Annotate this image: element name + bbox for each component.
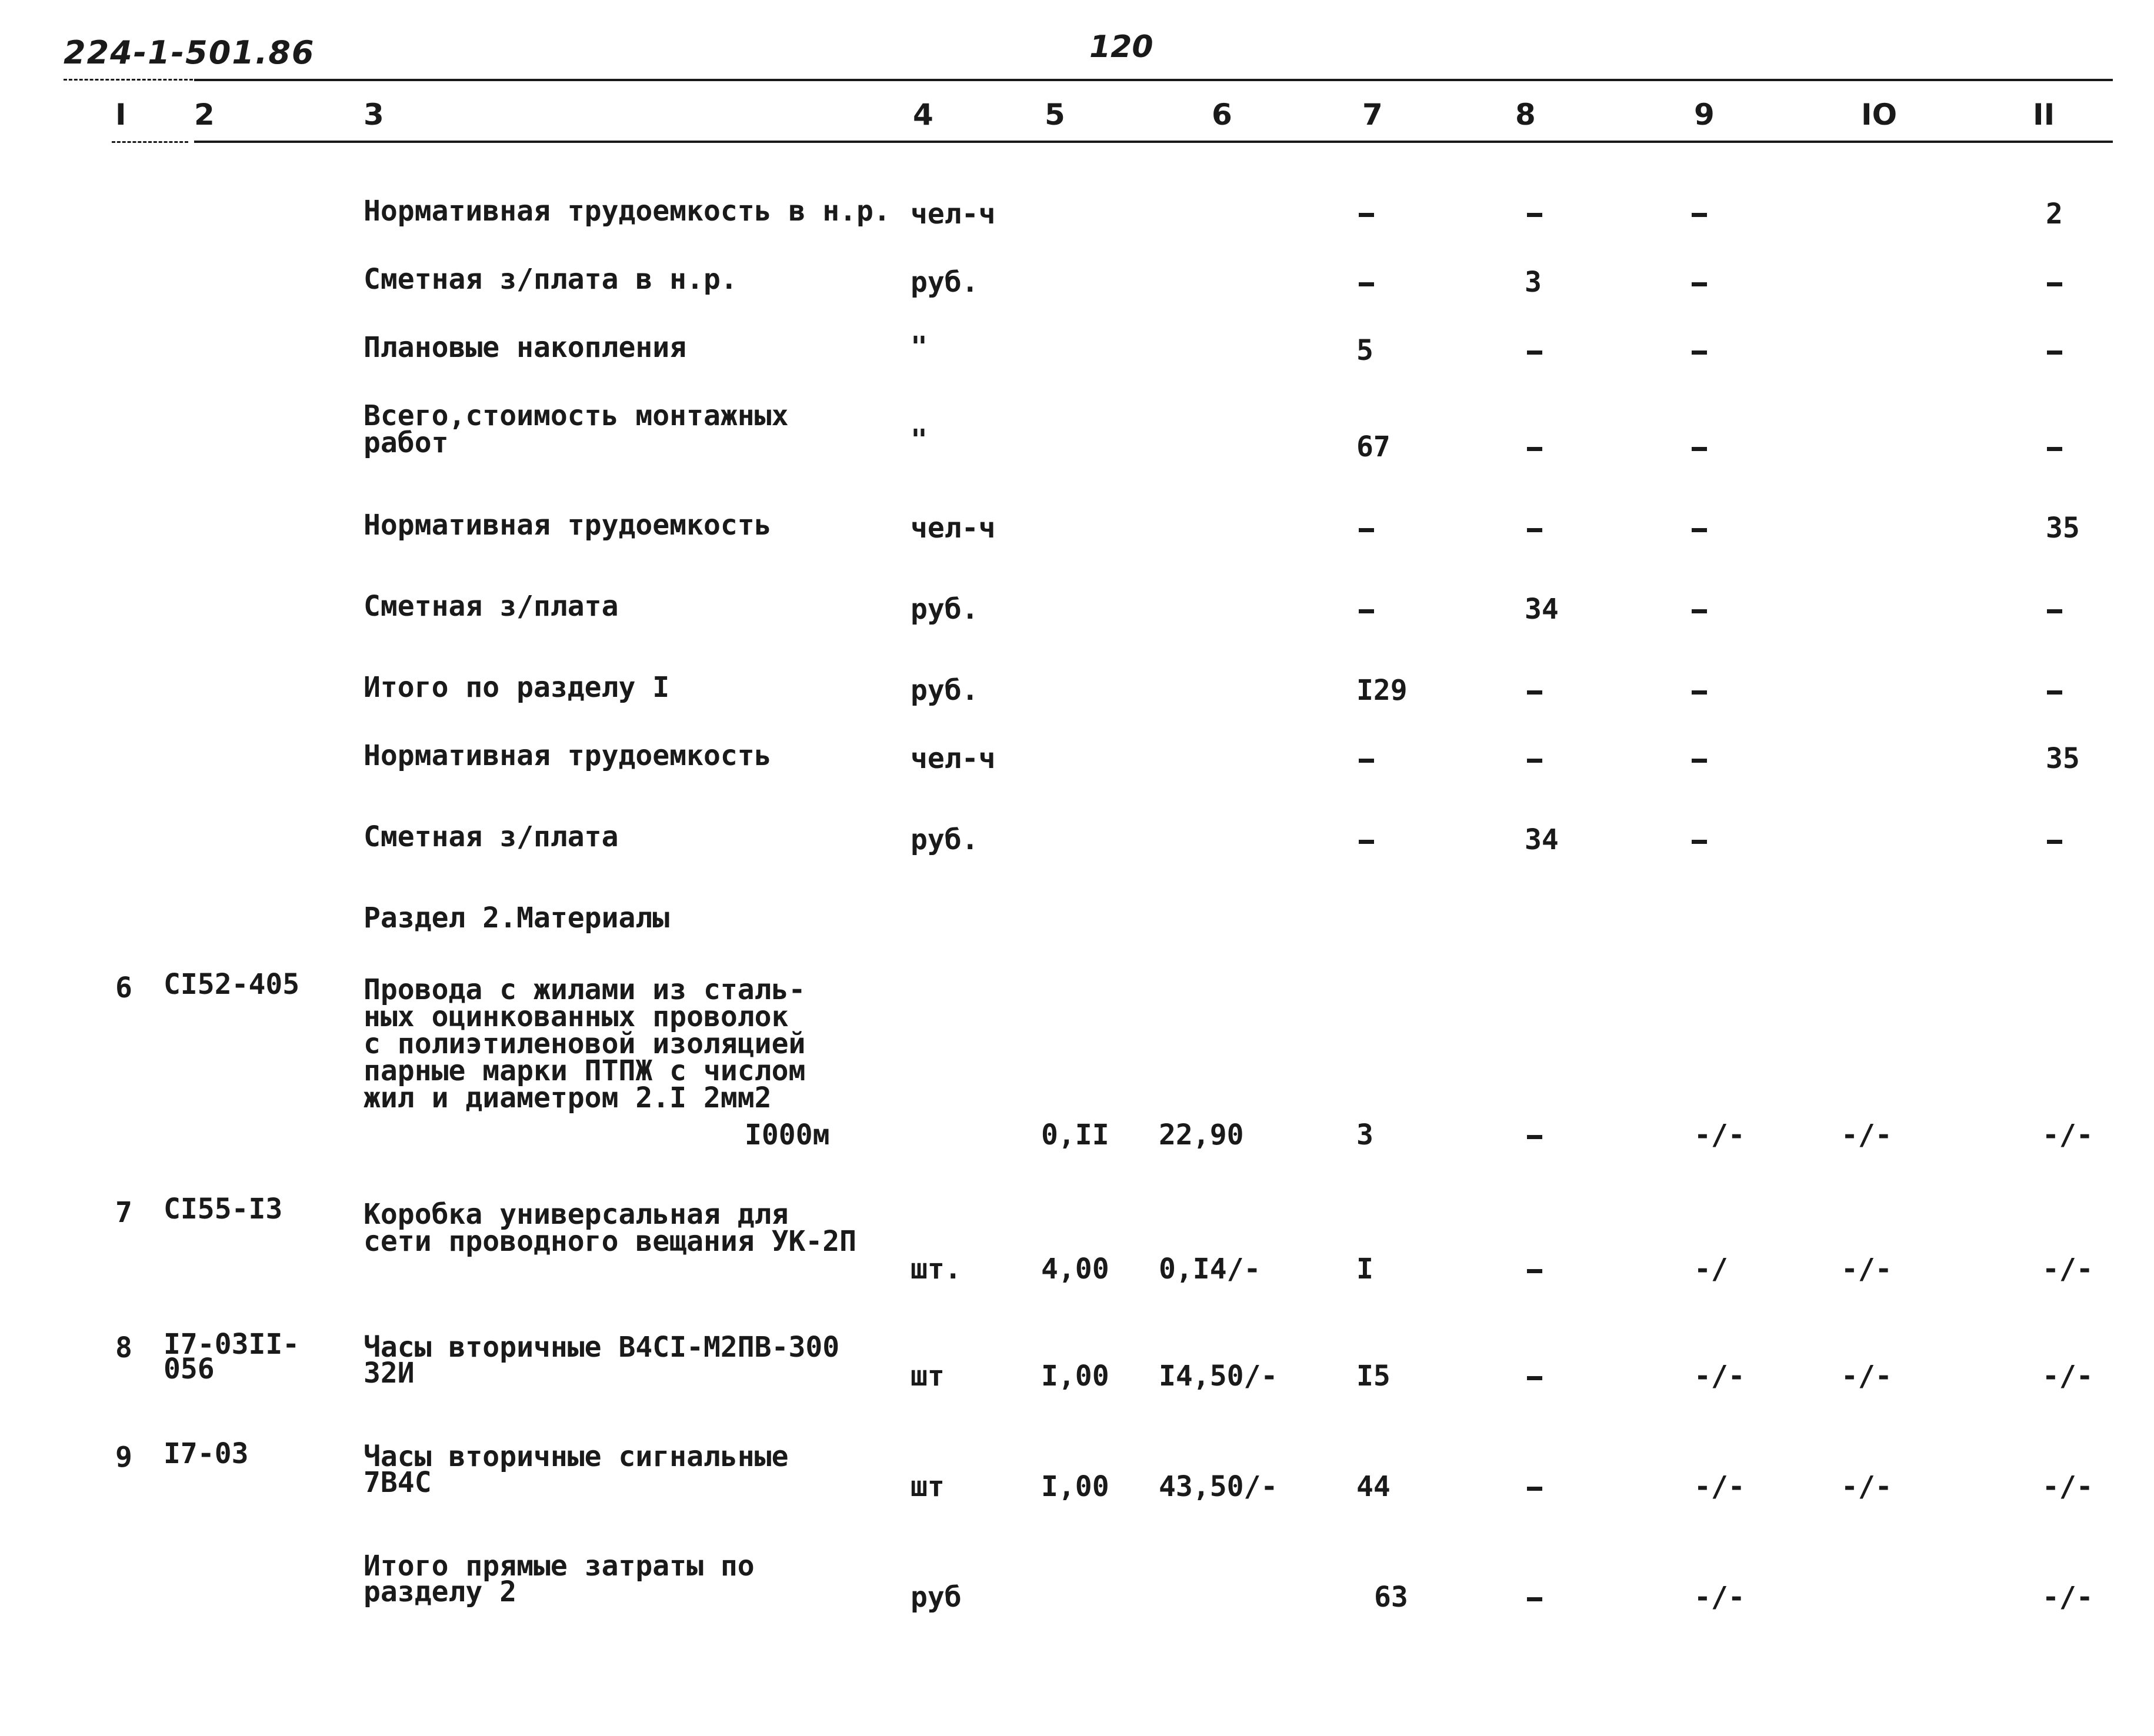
empty-dash: [2047, 350, 2062, 355]
column-header-1: I: [115, 98, 126, 132]
item-unit: шт: [911, 1360, 945, 1393]
empty-dash: [1359, 759, 1374, 763]
empty-dash: [1527, 213, 1542, 217]
row-description: Нормативная трудоемкость в н.р.: [364, 195, 891, 228]
section-title: Раздел 2.Материалы: [364, 902, 670, 934]
empty-dash: [1692, 609, 1707, 613]
item-unit: шт: [911, 1470, 945, 1503]
row-description: Нормативная трудоемкость: [364, 739, 772, 772]
total-description-line: разделу 2: [364, 1575, 517, 1608]
item-cost: 44: [1356, 1470, 1391, 1503]
row-description: Сметная з/плата: [364, 820, 619, 853]
item-description-line: с полиэтиленовой изоляцией: [364, 1027, 806, 1060]
row-labor-value: 2: [2046, 198, 2063, 231]
item-code: I7-03: [164, 1437, 249, 1470]
item-unit-price: 0,I4/-: [1159, 1253, 1261, 1286]
item-code: CI52-405: [164, 968, 300, 1001]
empty-dash: [1527, 528, 1542, 532]
item-col11: -/-: [2042, 1119, 2093, 1151]
row-description: Итого по разделу I: [364, 671, 670, 704]
column-header-7: 7: [1362, 98, 1383, 132]
column-header-6: 6: [1212, 98, 1232, 132]
item-unit: I000м: [745, 1119, 830, 1151]
total-col11: -/-: [2042, 1581, 2093, 1614]
empty-dash: [2047, 840, 2062, 844]
row-labor-value: 35: [2046, 512, 2080, 545]
item-number: 6: [115, 972, 132, 1004]
row-description: Сметная з/плата: [364, 590, 619, 623]
item-col10: -/-: [1841, 1360, 1892, 1393]
empty-dash: [1692, 447, 1707, 451]
row-unit: руб.: [911, 266, 979, 299]
row-cost-value: I29: [1356, 674, 1408, 707]
empty-dash: [1692, 690, 1707, 695]
row-cost-value: 67: [1356, 430, 1391, 463]
item-col11: -/-: [2042, 1470, 2093, 1503]
item-col10: -/-: [1841, 1253, 1892, 1286]
empty-dash: [1527, 1269, 1542, 1273]
item-unit-price: 22,90: [1159, 1119, 1244, 1151]
row-salary-value: 34: [1525, 593, 1559, 626]
item-description-line: Часы вторичные сигнальные: [364, 1440, 789, 1473]
row-description-line2: работ: [364, 426, 449, 459]
empty-dash: [1359, 840, 1374, 844]
item-description-line: Коробка универсальная для: [364, 1198, 789, 1231]
page-number: 120: [1089, 29, 1153, 65]
top-rule-dashed: [64, 79, 193, 82]
empty-dash: [1359, 282, 1374, 286]
empty-dash: [1527, 447, 1542, 451]
empty-dash: [1527, 690, 1542, 695]
row-description-line1: Всего,стоимость монтажных: [364, 399, 789, 432]
empty-dash: [1692, 840, 1707, 844]
item-col10: -/-: [1841, 1470, 1892, 1503]
row-unit-ditto: ": [911, 423, 928, 456]
empty-dash: [1527, 350, 1542, 355]
column-header-9: 9: [1694, 98, 1715, 132]
empty-dash: [1692, 350, 1707, 355]
column-header-2: 2: [194, 98, 215, 132]
item-description-line: парные марки ПТПЖ с числом: [364, 1054, 806, 1087]
empty-dash: [2047, 690, 2062, 695]
document-code: 224-1-501.86: [64, 34, 315, 71]
row-description: Нормативная трудоемкость: [364, 509, 772, 542]
header-rule: [194, 141, 2113, 143]
empty-dash: [1527, 759, 1542, 763]
item-description-line: жил и диаметром 2.I 2мм2: [364, 1081, 772, 1114]
row-salary-value: 3: [1525, 266, 1542, 299]
item-quantity: 0,II: [1041, 1119, 1109, 1151]
item-number: 8: [115, 1331, 132, 1364]
empty-dash: [1527, 1376, 1542, 1380]
item-code-line2: 056: [164, 1353, 215, 1386]
item-col9: -/-: [1694, 1360, 1745, 1393]
column-header-8: 8: [1515, 98, 1536, 132]
row-unit: руб.: [911, 823, 979, 856]
item-col9: -/-: [1694, 1470, 1745, 1503]
row-unit: руб.: [911, 593, 979, 626]
item-description-line: 32И: [364, 1357, 415, 1390]
empty-dash: [2047, 282, 2062, 286]
item-description-line: сети проводного вещания УК-2П: [364, 1225, 857, 1258]
row-labor-value: 35: [2046, 742, 2080, 775]
item-cost: I: [1356, 1253, 1373, 1286]
total-cost: 63: [1374, 1581, 1408, 1614]
total-description-line: Итого прямые затраты по: [364, 1550, 755, 1583]
item-number: 9: [115, 1441, 132, 1474]
item-col9: -/: [1694, 1253, 1728, 1286]
row-unit: чел-ч: [911, 512, 996, 545]
row-unit: чел-ч: [911, 198, 996, 231]
item-cost: I5: [1356, 1360, 1391, 1393]
empty-dash: [1359, 213, 1374, 217]
empty-dash: [1527, 1135, 1542, 1139]
row-description: Плановые накопления: [364, 331, 687, 364]
item-unit-price: I4,50/-: [1159, 1360, 1278, 1393]
item-cost: 3: [1356, 1119, 1373, 1151]
total-col9: -/-: [1694, 1581, 1745, 1614]
row-cost-value: 5: [1356, 334, 1373, 367]
item-code-line1: I7-03II-: [164, 1328, 300, 1361]
item-quantity: I,00: [1041, 1470, 1109, 1503]
top-rule: [194, 79, 2113, 81]
empty-dash: [1692, 213, 1707, 217]
item-col11: -/-: [2042, 1253, 2093, 1286]
item-quantity: I,00: [1041, 1360, 1109, 1393]
item-code: CI55-I3: [164, 1193, 283, 1226]
item-description-line: Провода с жилами из сталь-: [364, 973, 806, 1006]
item-col10: -/-: [1841, 1119, 1892, 1151]
empty-dash: [1359, 528, 1374, 532]
empty-dash: [1692, 759, 1707, 763]
item-description-line: ных оцинкованных проволок: [364, 1000, 789, 1033]
row-unit-ditto: ": [911, 330, 928, 363]
item-col9: -/-: [1694, 1119, 1745, 1151]
row-description: Сметная з/плата в н.р.: [364, 263, 738, 296]
empty-dash: [1359, 609, 1374, 613]
item-unit: шт.: [911, 1253, 962, 1286]
column-header-5: 5: [1045, 98, 1065, 132]
row-unit: чел-ч: [911, 742, 996, 775]
empty-dash: [1692, 282, 1707, 286]
item-description-line: 7В4С: [364, 1466, 432, 1499]
column-header-10: IO: [1861, 98, 1898, 132]
row-unit: руб.: [911, 674, 979, 707]
column-header-4: 4: [913, 98, 933, 132]
row-salary-value: 34: [1525, 823, 1559, 856]
item-quantity: 4,00: [1041, 1253, 1109, 1286]
item-col11: -/-: [2042, 1360, 2093, 1393]
item-unit-price: 43,50/-: [1159, 1470, 1278, 1503]
item-number: 7: [115, 1196, 132, 1229]
header-rule-dashed: [112, 141, 188, 145]
empty-dash: [1527, 1597, 1542, 1601]
empty-dash: [1692, 528, 1707, 532]
item-description-line: Часы вторичные В4CI-М2ПВ-300: [364, 1331, 840, 1364]
column-header-11: II: [2033, 98, 2055, 132]
empty-dash: [1527, 1487, 1542, 1491]
column-header-3: 3: [364, 98, 384, 132]
empty-dash: [2047, 609, 2062, 613]
total-unit: руб: [911, 1581, 962, 1614]
empty-dash: [2047, 447, 2062, 451]
